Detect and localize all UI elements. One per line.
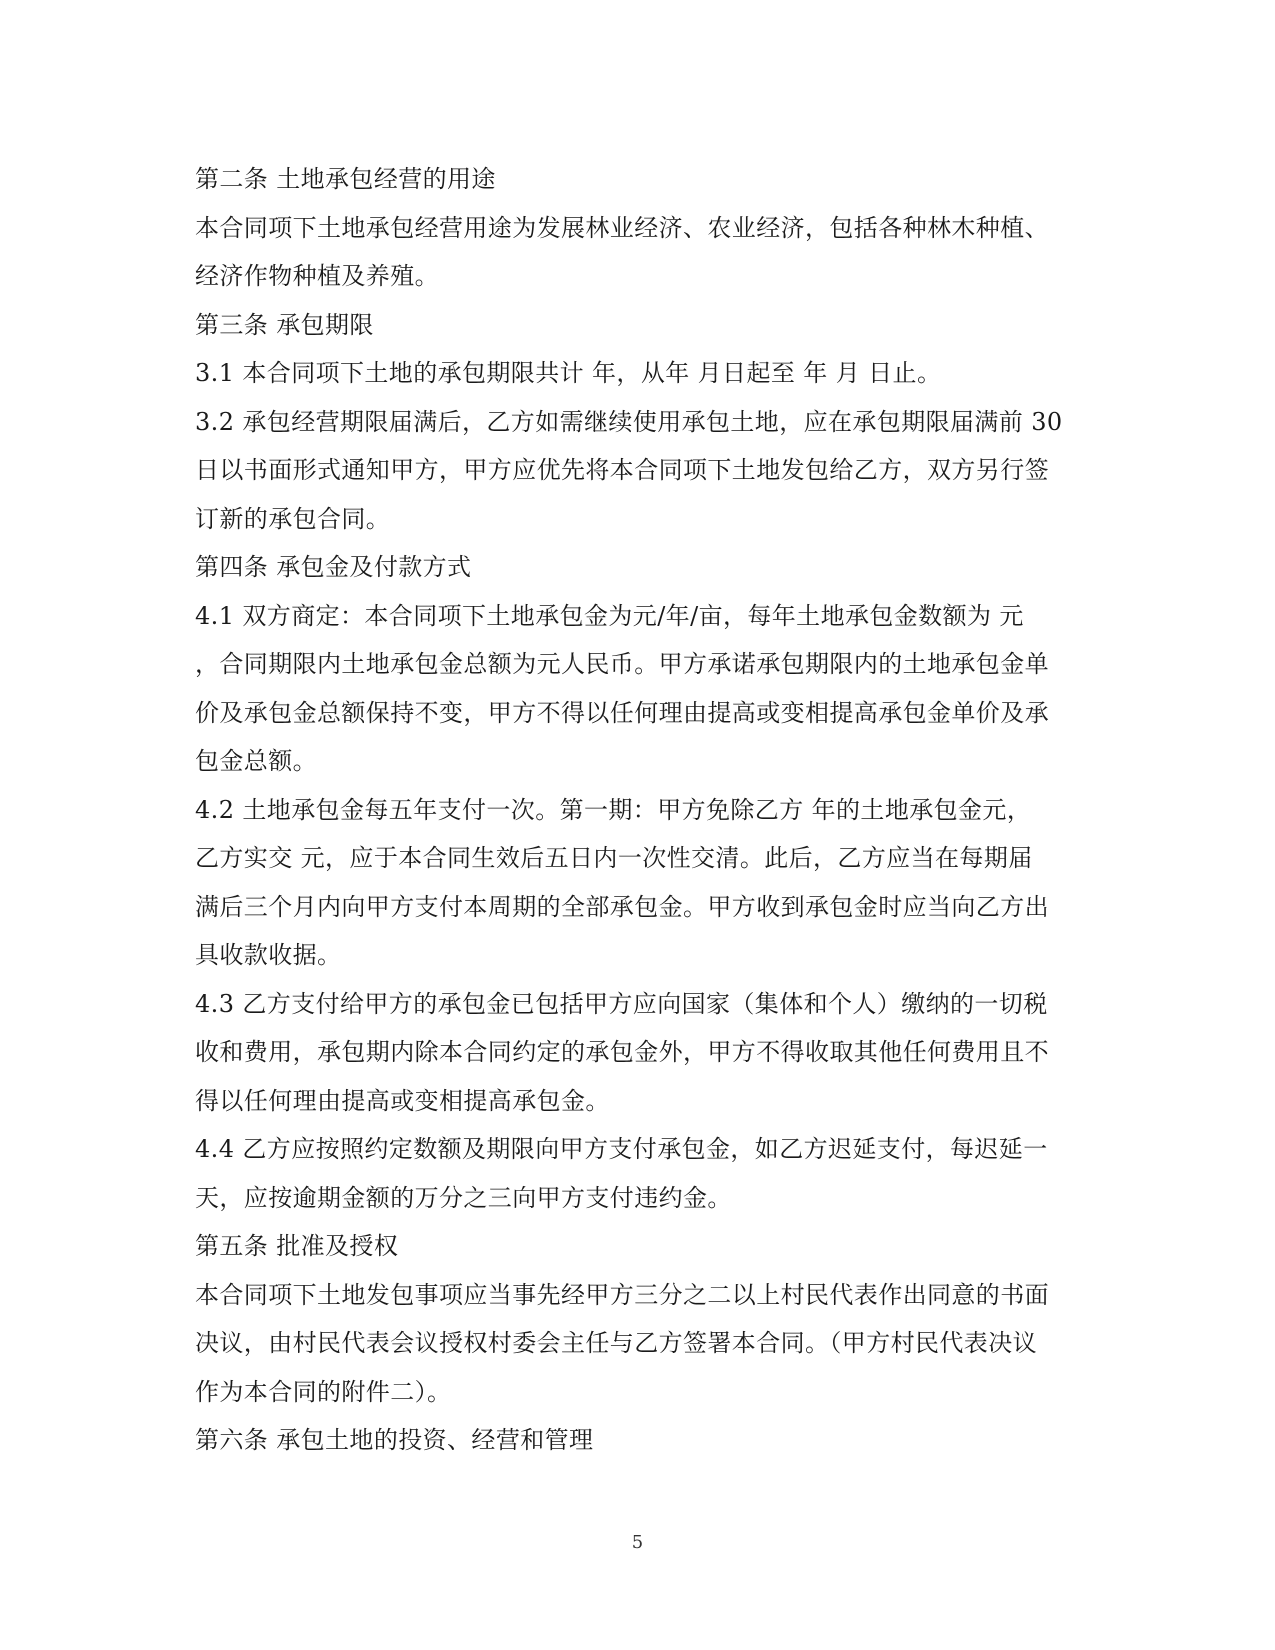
paragraph-line: 收和费用，承包期内除本合同约定的承包金外，甲方不得收取其他任何费用且不 bbox=[195, 1038, 1049, 1066]
document-body bbox=[195, 155, 1075, 1465]
paragraph-line: 包金总额。 bbox=[195, 747, 317, 775]
paragraph-line: 本合同项下土地承包经营用途为发展林业经济、农业经济，包括各种林木种植、 bbox=[195, 213, 1049, 242]
paragraph-line: 决议，由村民代表会议授权村委会主任与乙方签署本合同。（甲方村民代表决议 bbox=[195, 1329, 1037, 1357]
paragraph-line: 具收款收据。 bbox=[195, 941, 342, 969]
heading-article-5: 第五条 批准及授权 bbox=[195, 1232, 399, 1260]
paragraph-line: 满后三个月内向甲方支付本周期的全部承包金。甲方收到承包金时应当向乙方出 bbox=[195, 892, 1049, 921]
heading-article-4: 第四条 承包金及付款方式 bbox=[195, 553, 472, 581]
paragraph-line: 日以书面形式通知甲方，甲方应优先将本合同项下土地发包给乙方，双方另行签 bbox=[195, 456, 1049, 484]
paragraph-line: 乙方实交 元，应于本合同生效后五日内一次性交清。此后，乙方应当在每期届 bbox=[195, 844, 1033, 872]
heading-article-6: 第六条 承包土地的投资、经营和管理 bbox=[195, 1426, 594, 1454]
clause-4-2: 4.2 土地承包金每五年支付一次。第一期：甲方免除乙方 年的土地承包金元， bbox=[195, 795, 1032, 824]
clause-4-3: 4.3 乙方支付给甲方的承包金已包括甲方应向国家（集体和个人）缴纳的一切税 bbox=[195, 989, 1048, 1018]
paragraph-line: 作为本合同的附件二）。 bbox=[195, 1377, 452, 1406]
clause-4-4: 4.4 乙方应按照约定数额及期限向甲方支付承包金，如乙方迟延支付，每迟延一 bbox=[195, 1135, 1048, 1163]
paragraph-line: 订新的承包合同。 bbox=[195, 504, 391, 533]
clause-3-1: 3.1 本合同项下土地的承包期限共计 年，从年 月日起至 年 月 日止。 bbox=[195, 359, 942, 387]
paragraph-line: ，合同期限内土地承包金总额为元人民币。甲方承诺承包期限内的土地承包金单 bbox=[195, 650, 1049, 678]
heading-article-3: 第三条 承包期限 bbox=[195, 310, 374, 339]
page-number: 5 bbox=[631, 1532, 644, 1553]
clause-4-1: 4.1 双方商定：本合同项下土地承包金为元/年/亩，每年土地承包金数额为 元 bbox=[195, 601, 1024, 630]
clause-3-2: 3.2 承包经营期限届满后，乙方如需继续使用承包土地，应在承包期限届满前 30 bbox=[195, 407, 1063, 436]
paragraph-line: 价及承包金总额保持不变，甲方不得以任何理由提高或变相提高承包金单价及承 bbox=[195, 698, 1049, 727]
paragraph-line: 本合同项下土地发包事项应当事先经甲方三分之二以上村民代表作出同意的书面 bbox=[195, 1280, 1049, 1309]
paragraph-line: 天，应按逾期金额的万分之三向甲方支付违约金。 bbox=[195, 1183, 732, 1212]
paragraph-line: 得以任何理由提高或变相提高承包金。 bbox=[195, 1086, 610, 1115]
paragraph-line: 经济作物种植及养殖。 bbox=[195, 262, 439, 290]
heading-article-2: 第二条 土地承包经营的用途 bbox=[195, 165, 496, 193]
